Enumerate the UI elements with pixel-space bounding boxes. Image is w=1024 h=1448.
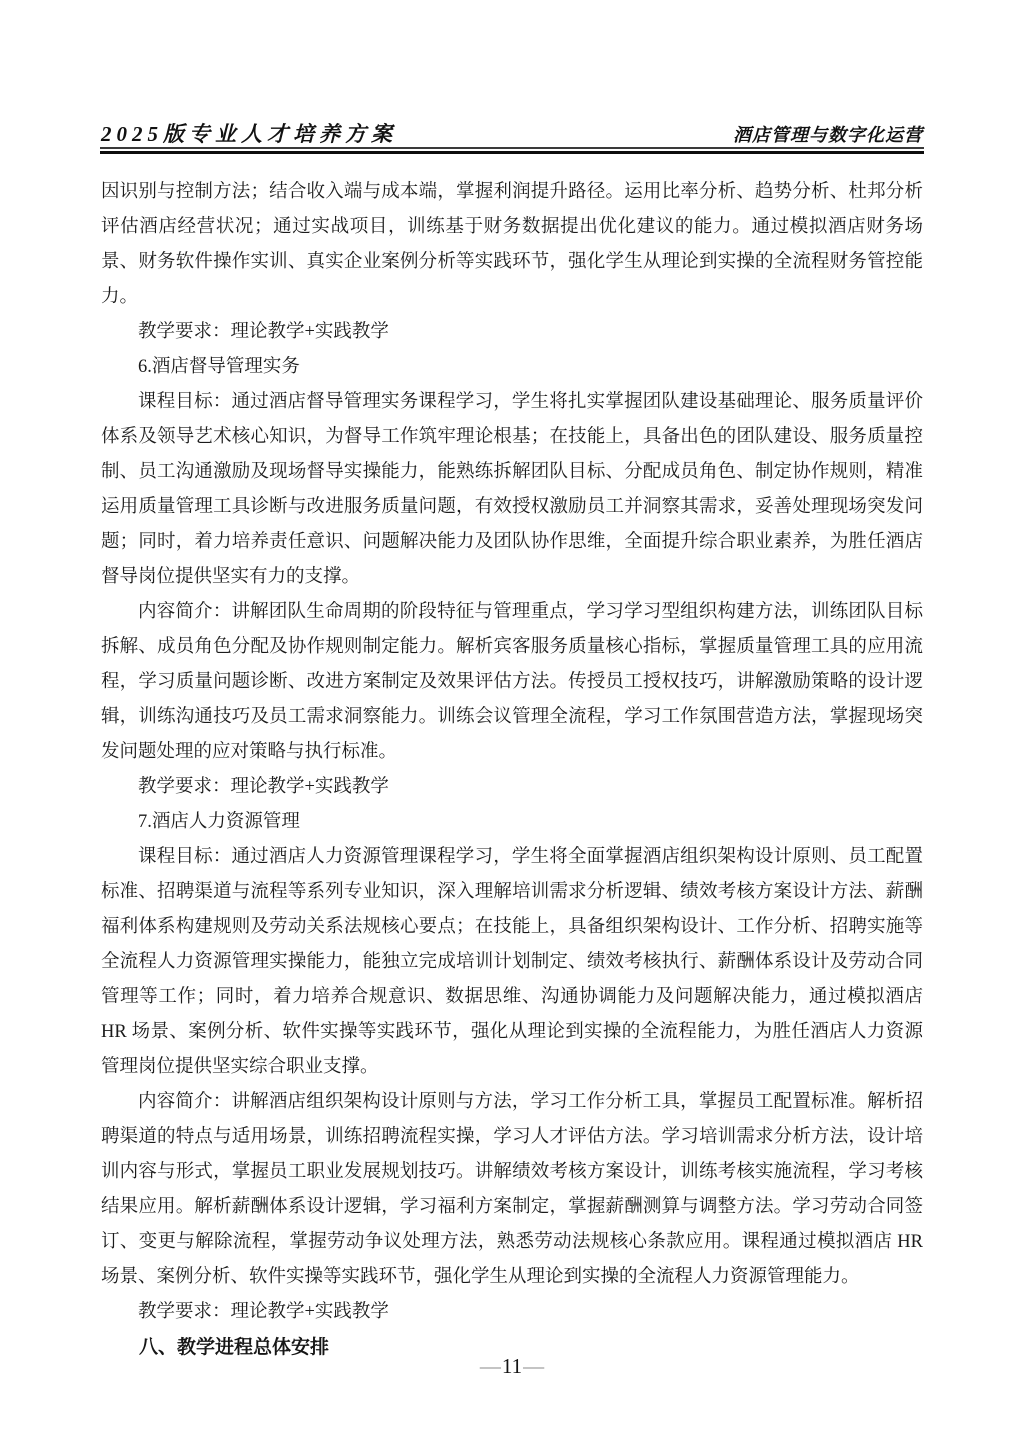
page-number-dash-left: — — [479, 1354, 501, 1378]
page-header — [101, 118, 923, 148]
document-body — [101, 175, 923, 1365]
page-number-dash-right: — — [523, 1354, 545, 1378]
header-double-rule — [100, 147, 924, 154]
teaching-requirement: 教学要求：理论教学+实践教学 — [138, 1302, 389, 1322]
course-title-7: 7.酒店人力资源管理 — [138, 812, 300, 832]
teaching-requirement: 教学要求：理论教学+实践教学 — [138, 322, 389, 342]
page-footer — [0, 1352, 1024, 1380]
paragraph-continuation: 因识别与控制方法；结合收入端与成本端，掌握利润提升路径。运用比率分析、趋势分析、杜邦分析评估酒店经营状况；通过实战项目，训练基于财务数据提出优化建议的能力。通过模拟酒店财务场景、财务软件操作实训、真实企业案例分析等实践环节，强化学生从理论到实操的全流程财务管控能力。 — [101, 182, 923, 307]
teaching-requirement: 教学要求：理论教学+实践教学 — [138, 777, 389, 797]
course-summary-7: 内容简介：讲解酒店组织架构设计原则与方法，学习工作分析工具，掌握员工配置标准。解析招聘渠道的特点与适用场景，训练招聘流程实操，学习人才评估方法。学习培训需求分析方法，设计培训内容与形式，掌握员工职业发展规划技巧。讲解绩效考核方案设计，训练考核实施流程，学习考核结果应用。解析薪酬体系设计逻辑，学习福利方案制定，掌握薪酬测算与调整方法。学习劳动合同签订、变更与解除流程，掌握劳动争议处理方法，熟悉劳动法规核心条款应用。课程通过模拟酒店 HR 场景、案例分析、软件实操等实践环节，强化学生从理论到实操的全流程人力资源管理能力。 — [101, 1092, 923, 1287]
course-objective-6: 课程目标：通过酒店督导管理实务课程学习，学生将扎实掌握团队建设基础理论、服务质量评价体系及领导艺术核心知识，为督导工作筑牢理论根基；在技能上，具备出色的团队建设、服务质量控制、员工沟通激励及现场督导实操能力，能熟练拆解团队目标、分配成员角色、制定协作规则，精准运用质量管理工具诊断与改进服务质量问题，有效授权激励员工并洞察其需求，妥善处理现场突发问题；同时，着力培养责任意识、问题解决能力及团队协作思维，全面提升综合职业素养，为胜任酒店督导岗位提供坚实有力的支撑。 — [101, 392, 923, 587]
course-objective-7: 课程目标：通过酒店人力资源管理课程学习，学生将全面掌握酒店组织架构设计原则、员工配置标准、招聘渠道与流程等系列专业知识，深入理解培训需求分析逻辑、绩效考核方案设计方法、薪酬福利体系构建规则及劳动关系法规核心要点；在技能上，具备组织架构设计、工作分析、招聘实施等全流程人力资源管理实操能力，能独立完成培训计划制定、绩效考核执行、薪酬体系设计及劳动合同管理等工作；同时，着力培养合规意识、数据思维、沟通协调能力及问题解决能力，通过模拟酒店 HR 场景、案例分析、软件实操等实践环节，强化从理论到实操的全流程能力，为胜任酒店人力资源管理岗位提供坚实综合职业支撑。 — [101, 847, 923, 1077]
section-heading-8: 八、教学进程总体安排 — [139, 1337, 330, 1358]
course-title-6: 6.酒店督导管理实务 — [138, 357, 300, 377]
course-summary-6: 内容简介：讲解团队生命周期的阶段特征与管理重点，学习学习型组织构建方法，训练团队目标拆解、成员角色分配及协作规则制定能力。解析宾客服务质量核心指标，掌握质量管理工具的应用流程，学习质量问题诊断、改进方案制定及效果评估方法。传授员工授权技巧，讲解激励策略的设计逻辑，训练沟通技巧及员工需求洞察能力。训练会议管理全流程，学习工作氛围营造方法，掌握现场突发问题处理的应对策略与执行标准。 — [101, 602, 923, 762]
page-number: 11 — [501, 1354, 523, 1378]
header-right-title: 酒店管理与数字化运营 — [733, 125, 923, 145]
header-left-title: 2025版专业人才培养方案 — [101, 122, 397, 146]
